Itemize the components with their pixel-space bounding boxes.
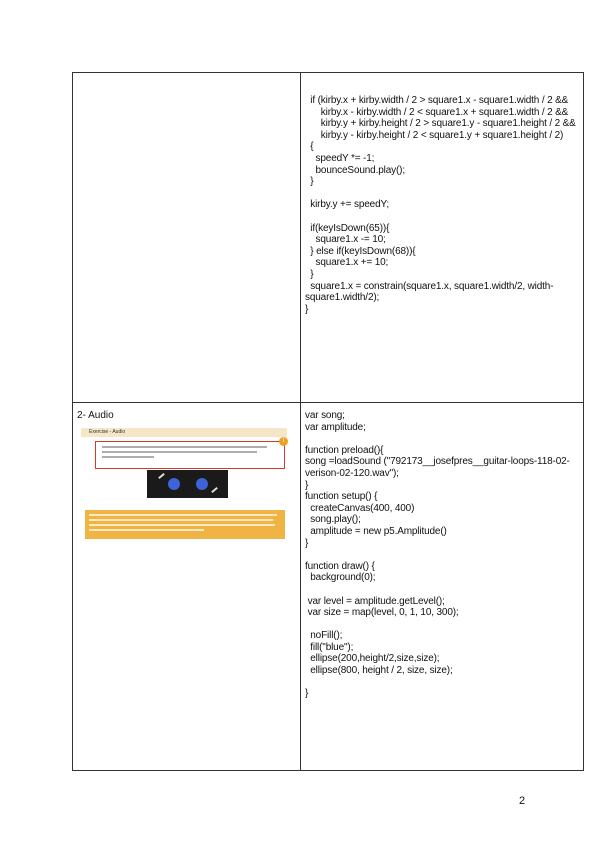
collision-code-block: if (kirby.x + kirby.width / 2 > square1.x - square1.width / 2 && kirby.x - kirby.width / 2 < square1.x + square1.width / 2 && kirby.y + kirby.height / 2 > square1.y - square1.height / 2 && kirby.y - kirby.height / 2 < square1.y + square1.height / 2) { speedY *= -1; bounceSound.play(); } kirby.y += speedY; if(keyIsDown(65)){ square1.x -= 10; } else if(keyIsDown(68)){ square1.x += 10; } square1.x = constrain(square1.x, square1.width/2, width-square1.width/2); } — [305, 95, 576, 315]
sparkle-icon — [211, 487, 218, 493]
column-divider — [300, 73, 301, 770]
row-divider — [73, 402, 583, 403]
audio-section-label: 2- Audio — [77, 410, 114, 421]
screenshot-canvas-preview — [147, 470, 228, 498]
page-number: 2 — [519, 795, 526, 807]
code-table — [72, 72, 584, 771]
screenshot-header: Exercise - Audio — [81, 428, 287, 437]
alert-badge-icon: ! — [279, 437, 288, 446]
blue-circle-left — [168, 478, 180, 490]
audio-code-block: var song; var amplitude; function preload(){ song =loadSound ("792173__josefpres__guitar-loops-118-02-verison-02-120.wav"); } function setup() { createCanvas(400, 400) song.play(); amplitude = new p5.Amplitude() } function draw() { background(0); var level = amplitude.getLevel(); var size = map(level, 0, 1, 10, 300); noFill(); fill("blue"); ellipse(200,height/2,size,size); ellipse(800, height / 2, size, size); } — [305, 410, 570, 700]
sparkle-icon — [158, 473, 165, 479]
audio-exercise-screenshot — [81, 428, 287, 541]
blue-circle-right — [196, 478, 208, 490]
screenshot-notes-box — [85, 510, 285, 539]
screenshot-instructions-box — [95, 438, 285, 469]
